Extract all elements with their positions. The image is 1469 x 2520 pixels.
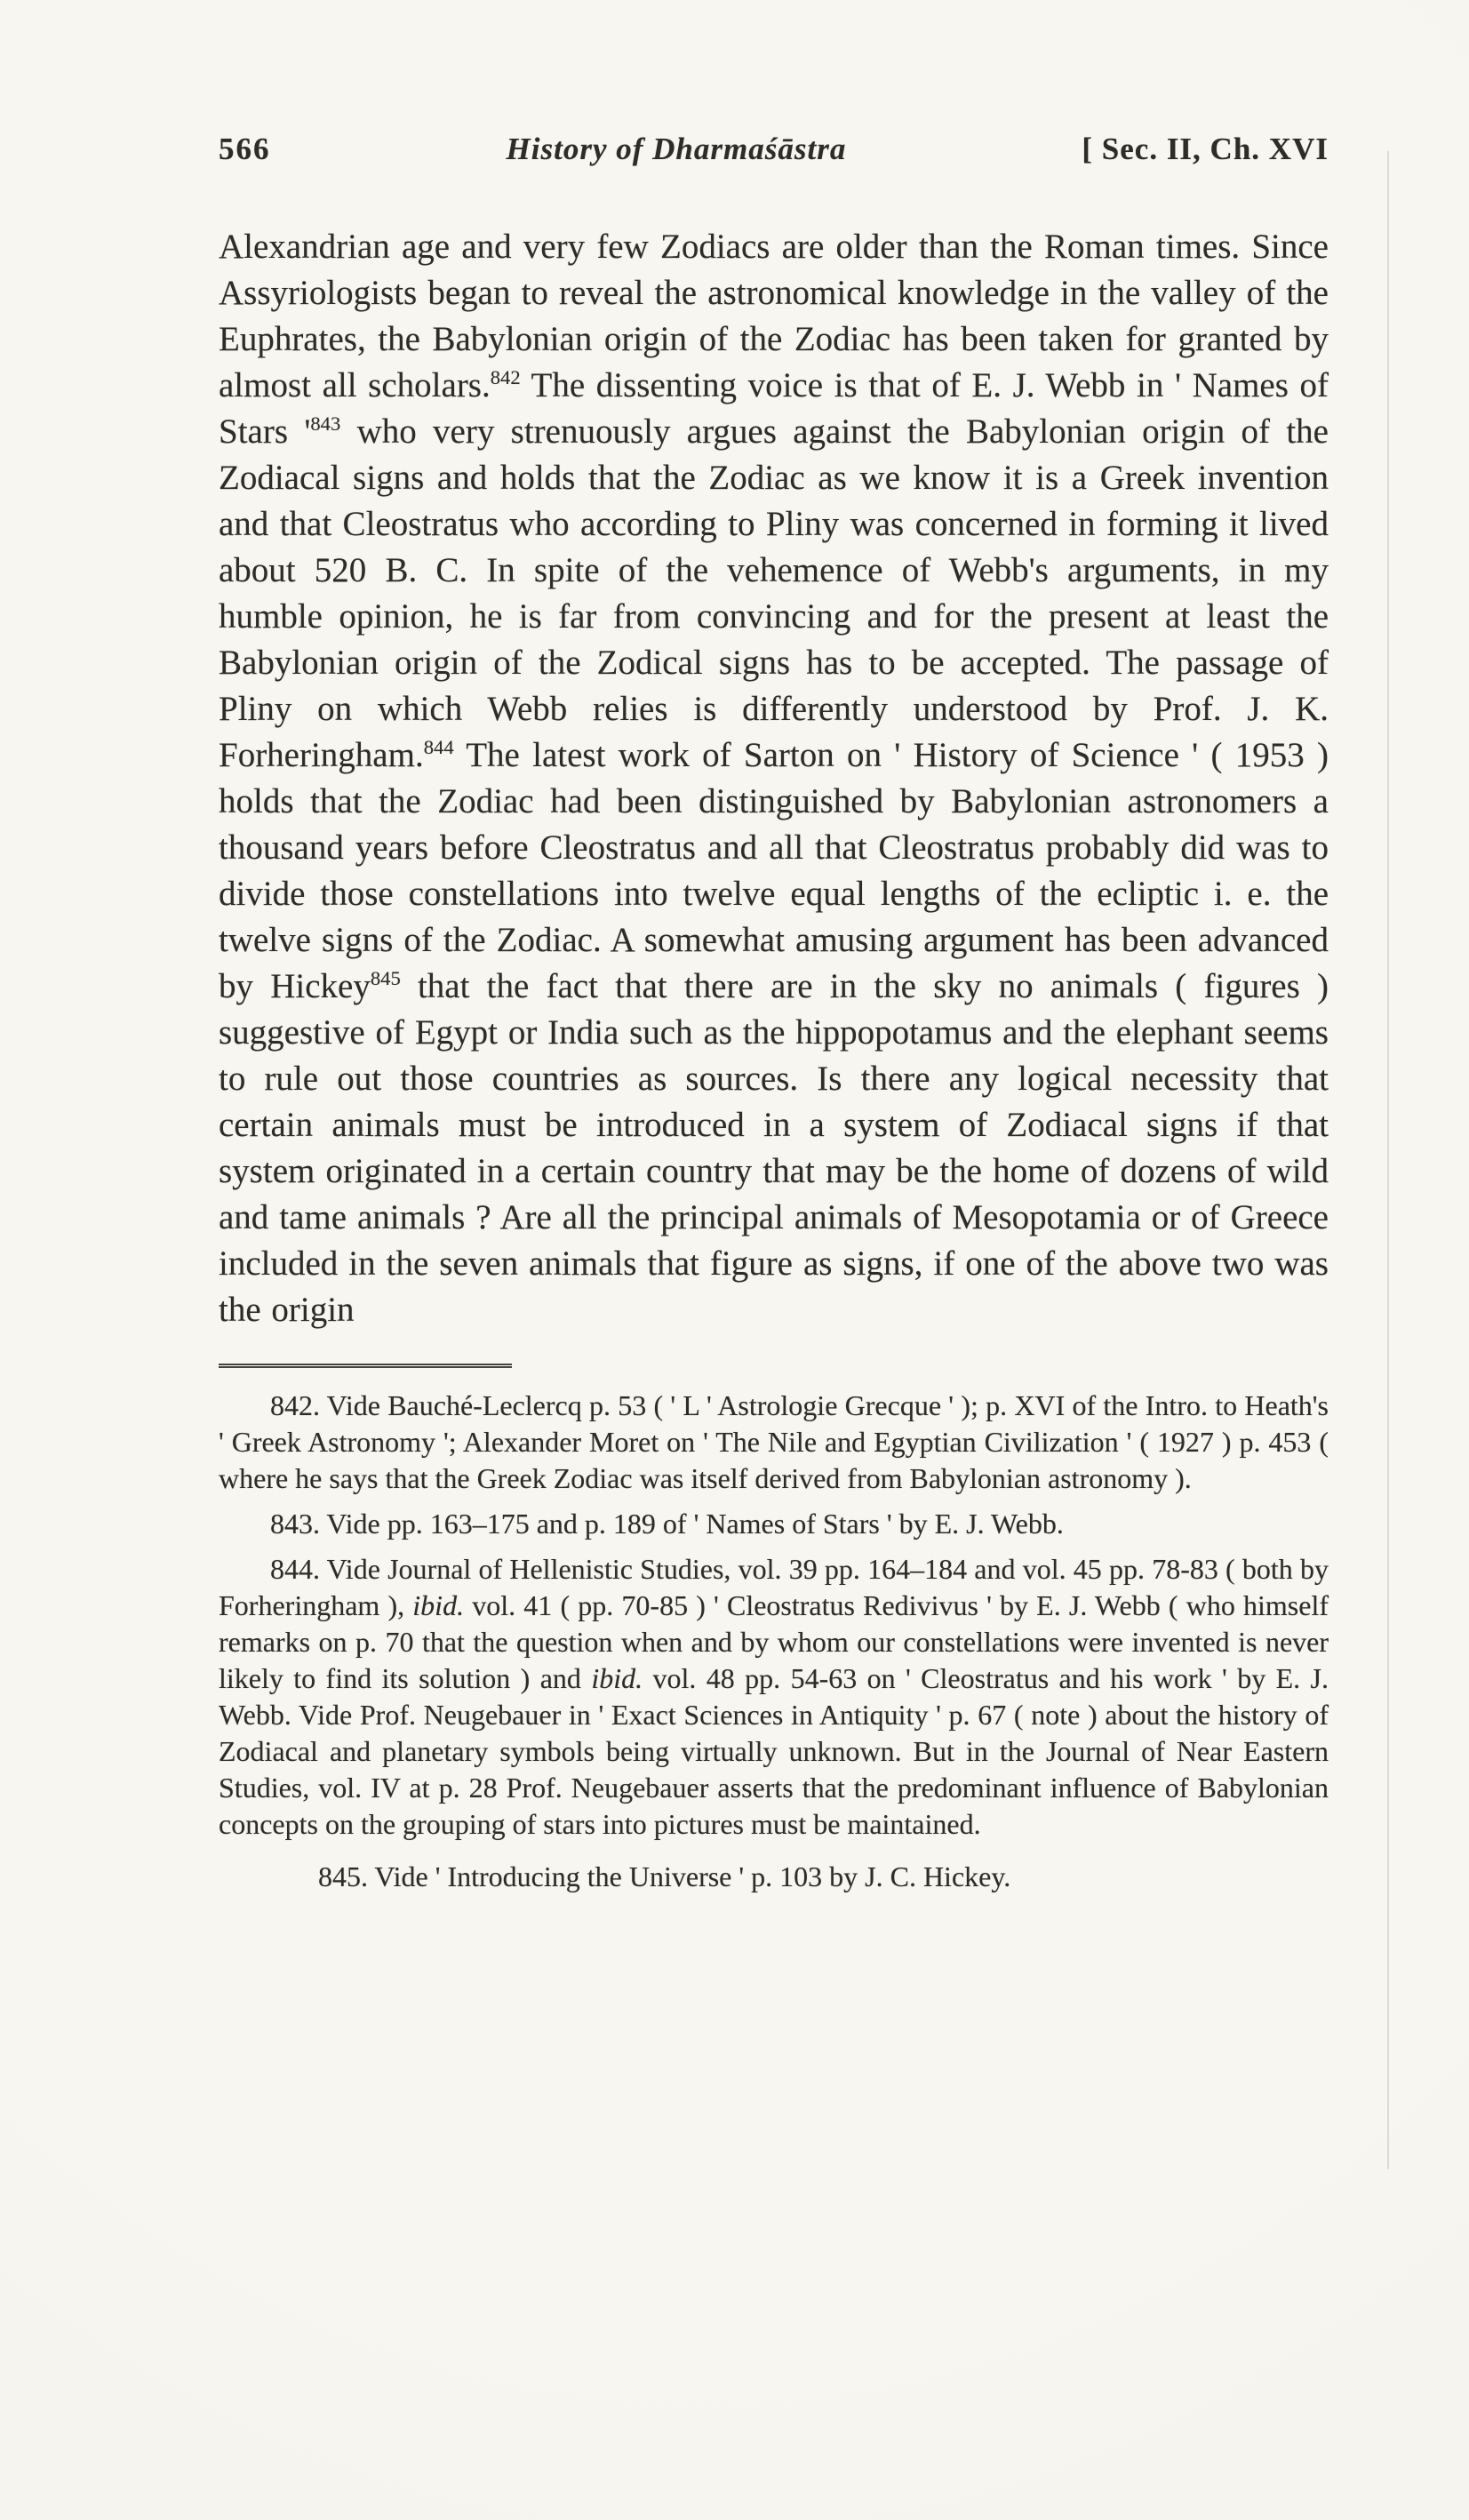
running-title: History of Dharmaśāstra — [506, 132, 847, 166]
footnotes-section — [219, 1388, 1329, 1895]
chapter-heading: [ Sec. II, Ch. XVI — [1082, 132, 1329, 166]
page-header — [219, 132, 1329, 167]
page-number: 566 — [219, 132, 271, 166]
scan-edge-line — [1387, 151, 1389, 2169]
footnote-843: 843. Vide pp. 163–175 and p. 189 of ' Names of Stars ' by E. J. Webb. — [270, 1508, 1064, 1540]
body-paragraph: Alexandrian age and very few Zodiacs are older than the Roman times. Since Assyriologists began to reveal the astronomical knowledge in the valley of the Euphrates, the Babylonian origin of the Zodiac has been taken for granted by almost all scholars.$^{842}$ The dissenting voice is that of E. J. Webb in ' Names of Stars '$^{843}$ who very strenuously argues against the Babylonian origin of the Zodiacal signs and holds that the Zodiac as we know it is a Greek invention and that Cleostratus who according to Pliny was concerned in forming it lived about 520 B. C. In spite of the vehemence of Webb's arguments, in my humble opinion, he is far from convincing and for the present at least the Babylonian origin of the Zodical signs has to be accepted. The passage of Pliny on which Webb relies is differently understood by Prof. J. K. Forheringham.$^{844}$ The latest work of Sarton on ' History of Science ' ( 1953 ) holds that the Zodiac had been distinguished by Babylonian astronomers a thousand years before Cleostratus and all that Cleostratus probably did was to divide those constellations into twelve equal lengths of the ecliptic i. e. the twelve signs of the Zodiac. A somewhat amusing argument has been advanced by Hickey$^{845}$ that the fact that there are in the sky no animals ( figures ) suggestive of Egypt or India such as the hippopotamus and the elephant seems to rule out those countries as sources. Is there any logical necessity that certain animals must be introduced in a system of Zodiacal signs if that system originated in a certain country that may be the home of dozens of wild and tame animals ? Are all the principal animals of Mesopotamia or of Greece included in the seven animals that figure as signs, if one of the above two was the origin — [219, 228, 1329, 1329]
footnote-844: 844. Vide Journal of Hellenistic Studies, vol. 39 pp. 164–184 and vol. 45 pp. 78-83 ( both by Forheringham ), ibid. vol. 41 ( pp. 70-85 ) ' Cleostratus Redivivus ' by E. J. Webb ( who himself remarks on p. 70 that the question when and by whom our constellations were invented is never likely to find its solution ) and ibid. vol. 48 pp. 54-63 on ' Cleostratus and his work ' by E. J. Webb. Vide Prof. Neugebauer in ' Exact Sciences in Antiquity ' p. 67 ( note ) about the history of Zodiacal and planetary symbols being virtually unknown. But in the Journal of Near Eastern Studies, vol. IV at p. 28 Prof. Neugebauer asserts that the predominant influence of Babylonian concepts on the grouping of stars into pictures must be maintained. — [219, 1553, 1329, 1840]
footnote-separator — [219, 1364, 512, 1368]
footnote-842: 842. Vide Bauché-Leclercq p. 53 ( ' L ' Astrologie Grecque ' ); p. XVI of the Intro. to Heath's ' Greek Astronomy '; Alexander Moret on ' The Nile and Egyptian Civilization ' ( 1927 ) p. 453 ( where he says that the Greek Zodiac was itself derived from Babylonian astronomy ). — [219, 1389, 1329, 1494]
footnote-845: 845. Vide ' Introducing the Universe ' p. 103 by J. C. Hickey. — [318, 1860, 1011, 1892]
